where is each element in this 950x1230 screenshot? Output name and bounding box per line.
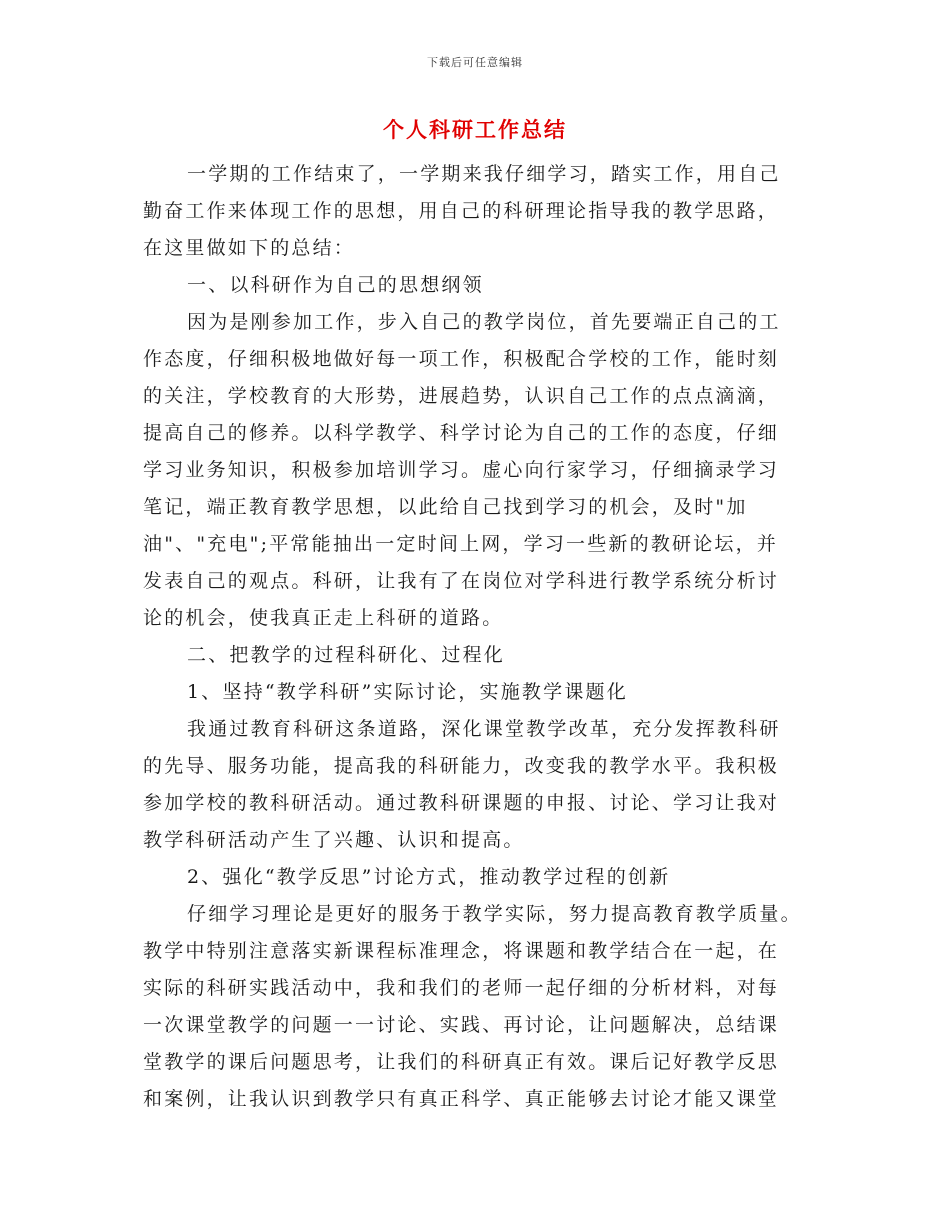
body-line: 参加学校的教科研活动。通过教科研课题的申报、讨论、学习让我对 [143,792,780,814]
document-body [143,156,808,1118]
body-line: 一、以科研作为自己的思想纲领 [187,274,484,296]
body-line: 教学中特别注意落实新课程标准理念，将课题和教学结合在一起，在 [143,940,780,962]
body-line: 学习业务知识，积极参加培训学习。虚心向行家学习，仔细摘录学习 [143,459,780,481]
body-line: 作态度，仔细积极地做好每一项工作，积极配合学校的工作，能时刻 [143,348,780,370]
document-title: 个人科研工作总结 [383,117,567,142]
body-line: 和案例，让我认识到教学只有真正科学、真正能够去讨论才能又课堂 [143,1088,780,1110]
body-line: 因为是刚参加工作，步入自己的教学岗位，首先要端正自己的工 [187,311,781,333]
body-line: 我通过教育科研这条道路，深化课堂教学改革，充分发挥教科研 [187,718,781,740]
body-line: 提高自己的修养。以科学教学、科学讨论为自己的工作的态度，仔细 [143,422,780,444]
body-line: 二、把教学的过程科研化、过程化 [187,644,506,666]
body-line: 2、强化“教学反思”讨论方式，推动教学过程的创新 [187,866,671,888]
body-line: 在这里做如下的总结： [143,237,356,259]
body-line: 一次课堂教学的问题一一讨论、实践、再讨论，让问题解决，总结课 [143,1014,780,1036]
body-line: 实际的科研实践活动中，我和我们的老师一起仔细的分析材料，对每 [143,977,780,999]
body-line: 的关注，学校教育的大形势，进展趋势，认识自己工作的点点滴滴， [143,385,780,407]
body-line: 堂教学的课后问题思考，让我们的科研真正有效。课后记好教学反思 [143,1051,780,1073]
body-line: 的先导、服务功能，提高我的科研能力，改变我的教学水平。我积极 [143,755,780,777]
header-note: 下载后可任意编辑 [427,56,523,69]
body-line: 油"、"充电";平常能抽出一定时间上网，学习一些新的教研论坛，并 [143,533,779,555]
body-line: 仔细学习理论是更好的服务于教学实际，努力提高教育教学质量。 [187,903,802,925]
body-line: 笔记，端正教育教学思想，以此给自己找到学习的机会，及时"加 [143,496,748,518]
body-line: 勤奋工作来体现工作的思想，用自己的科研理论指导我的教学思路， [143,200,780,222]
body-line: 教学科研活动产生了兴趣、认识和提高。 [143,829,525,851]
body-line: 一学期的工作结束了，一学期来我仔细学习，踏实工作，用自己 [187,163,781,185]
body-line: 论的机会，使我真正走上科研的道路。 [143,607,504,629]
body-line: 1、坚持“教学科研”实际讨论，实施教学课题化 [187,681,628,703]
body-line: 发表自己的观点。科研，让我有了在岗位对学科进行教学系统分析讨 [143,570,780,592]
